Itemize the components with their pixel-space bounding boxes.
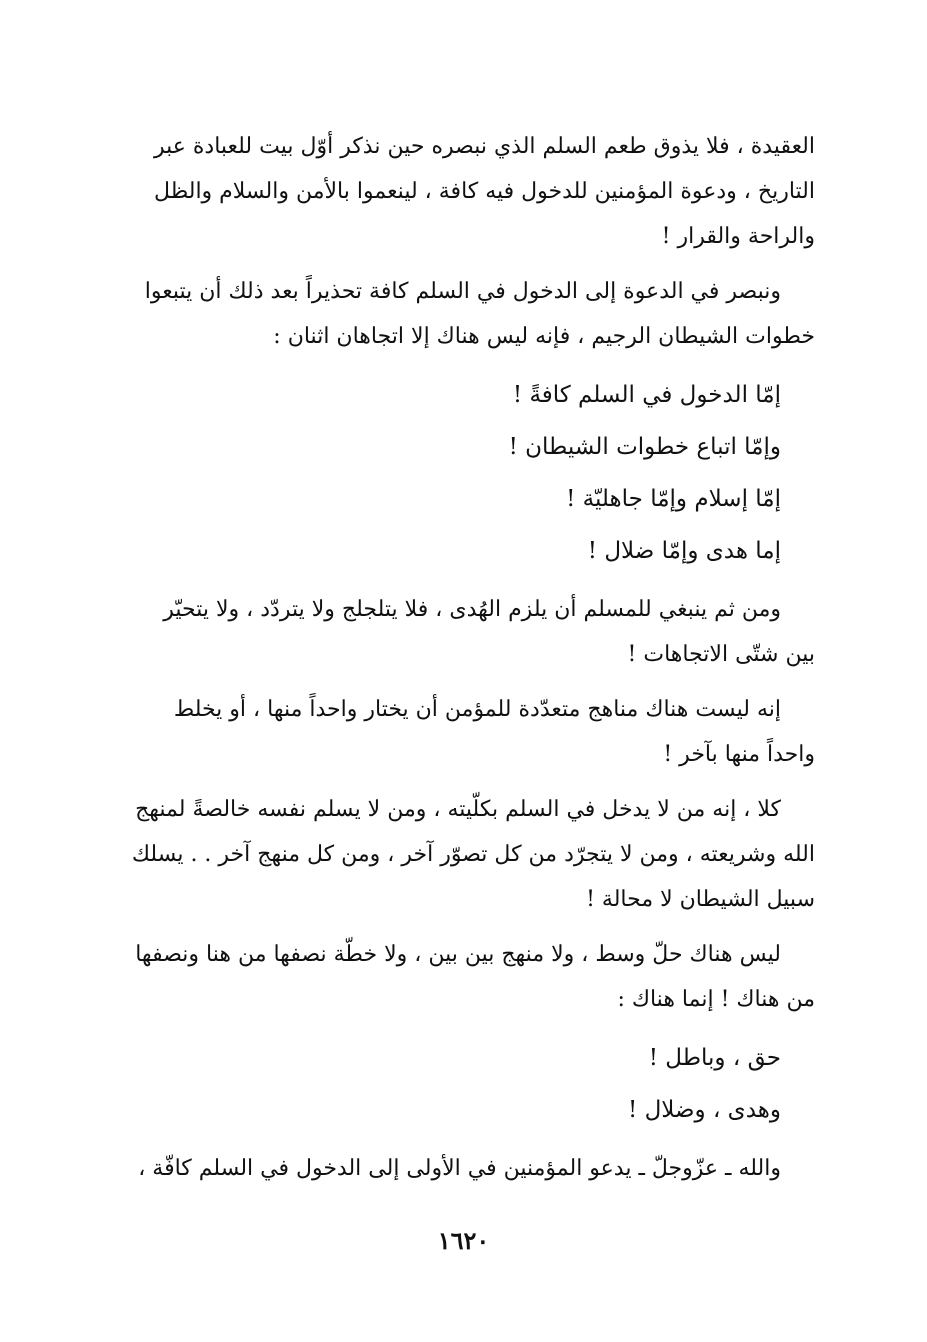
paragraph-5 <box>100 787 815 922</box>
verse-line: وإمّا اتباع خطوات الشيطان ! <box>508 434 781 460</box>
text-line: من هناك ! إنما هناك : <box>617 987 815 1012</box>
verse-line: وهدى ، وضلال ! <box>628 1097 781 1123</box>
verse-block-1 <box>100 369 815 577</box>
text-line: ليس هناك حلّ وسط ، ولا منهج بين بين ، ولا خطّة نصفها من هنا ونصفها <box>135 942 781 967</box>
paragraph-1 <box>100 124 815 259</box>
text-line: ونبصر في الدعوة إلى الدخول في السلم كافة تحذيراً بعد ذلك أن يتبعوا <box>144 279 781 304</box>
page-number: ١٦٢٠ <box>437 1226 490 1255</box>
text-line: والله ـ عزّوجلّ ـ يدعو المؤمنين في الأولى إلى الدخول في السلم كافّة ، <box>138 1156 781 1181</box>
text-line: خطوات الشيطان الرجيم ، فإنه ليس هناك إلا اتجاهان اثنان : <box>273 324 815 349</box>
text-line: العقيدة ، فلا يذوق طعم السلم الذي نبصره حين نذكر أوّل بيت للعبادة عبر <box>153 134 815 159</box>
text-line: سبيل الشيطان لا محالة ! <box>586 887 815 912</box>
text-line: التاريخ ، ودعوة المؤمنين للدخول فيه كافة ، لينعموا بالأمن والسلام والظل <box>154 179 815 204</box>
paragraph-6 <box>100 932 815 1022</box>
paragraph-2 <box>100 269 815 359</box>
text-line: واحداً منها بآخر ! <box>663 742 815 767</box>
text-line: والراحة والقرار ! <box>661 224 815 249</box>
paragraph-7 <box>100 1146 815 1191</box>
paragraph-4 <box>100 687 815 777</box>
text-line: ومن ثم ينبغي للمسلم أن يلزم الهُدى ، فلا يتلجلج ولا يتردّد ، ولا يتحيّر <box>163 597 781 622</box>
text-line: بين شتّى الاتجاهات ! <box>627 642 815 667</box>
verse-line: إمّا الدخول في السلم كافةً ! <box>512 382 781 408</box>
text-line: الله وشريعته ، ومن لا يتجرّد من كل تصوّر آخر ، ومن كل منهج آخر . . يسلك <box>131 842 815 867</box>
paragraph-3 <box>100 587 815 677</box>
text-line: إنه ليست هناك مناهج متعدّدة للمؤمن أن يختار واحداً منها ، أو يخلط <box>173 697 781 722</box>
verse-block-2 <box>100 1032 815 1136</box>
page-body <box>100 124 815 1201</box>
verse-line: إما هدى وإمّا ضلال ! <box>587 538 781 564</box>
verse-line: إمّا إسلام وإمّا جاهليّة ! <box>566 486 781 512</box>
text-line: كلا ، إنه من لا يدخل في السلم بكلّيته ، ومن لا يسلم نفسه خالصةً لمنهج <box>135 797 781 822</box>
verse-line: حق ، وباطل ! <box>648 1045 781 1071</box>
